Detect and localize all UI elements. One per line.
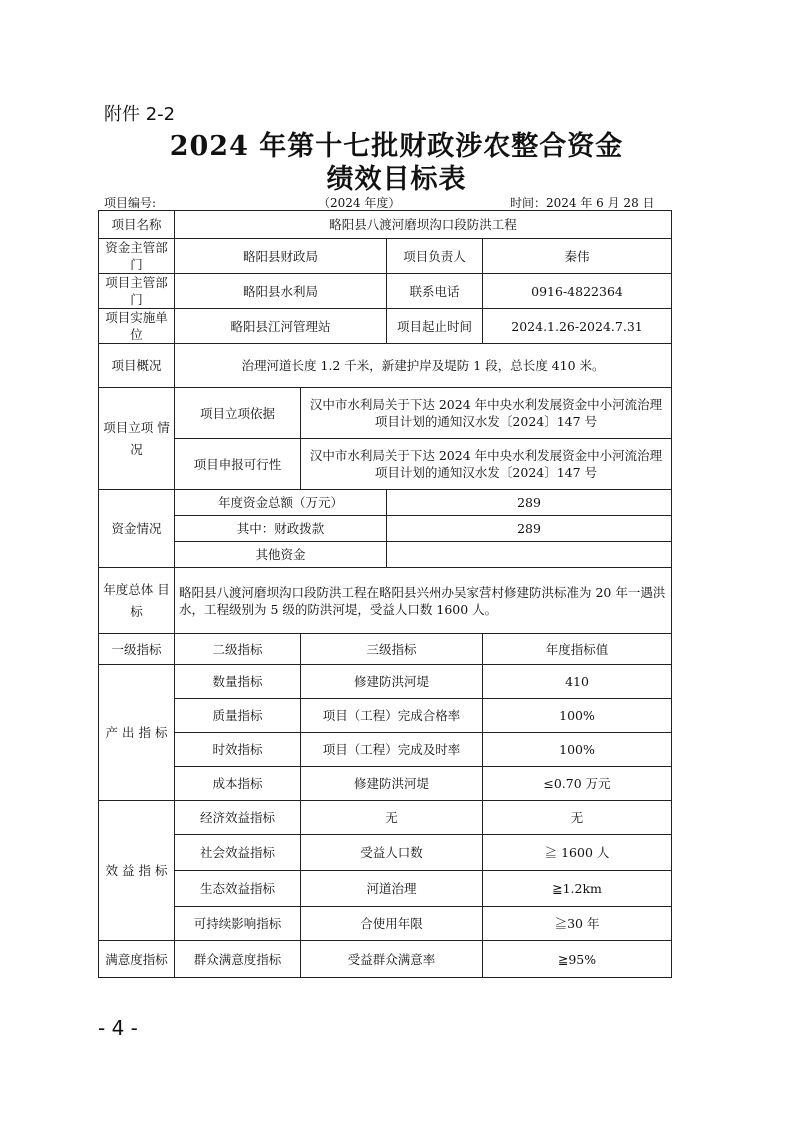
overview-label: 项目概况 (99, 344, 175, 388)
performance-target-table (98, 210, 672, 978)
output-value: 410 (483, 665, 672, 699)
annual-goal-value: 略阳县八渡河磨坝沟口段防洪工程在略阳县兴州办吴家营村修建防洪标准为 20 年一遇洪水，工程级别为 5 级的防洪河堤，受益人口数 1600 人。 (175, 568, 672, 634)
project-leader-value: 秦伟 (483, 239, 672, 274)
feasibility-label: 项目申报可行性 (175, 439, 301, 490)
annual-goal-label: 年度总体 目 标 (99, 568, 175, 634)
funds-total-label: 年度资金总额（万元） (175, 490, 387, 516)
page-number: - 4 - (98, 1016, 138, 1040)
proj-dept-label: 项目主管部门 (99, 274, 175, 309)
output-level3: 项目（工程）完成合格率 (301, 699, 483, 733)
satisfaction-level2: 群众满意度指标 (175, 941, 301, 978)
period-value: 2024.1.26-2024.7.31 (483, 309, 672, 344)
satisfaction-value: ≧95% (483, 941, 672, 978)
benefit-level3: 河道治理 (301, 871, 483, 907)
output-level3: 修建防洪河堤 (301, 665, 483, 699)
output-level2: 质量指标 (175, 699, 301, 733)
benefit-level2: 生态效益指标 (175, 871, 301, 907)
output-indicator-label: 产 出 指 标 (99, 665, 175, 801)
phone-label: 联系电话 (387, 274, 483, 309)
satisfaction-label: 满意度指标 (99, 941, 175, 978)
benefit-indicator-label: 效 益 指 标 (99, 801, 175, 941)
date-label: 时间：2024 年 6 月 28 日 (510, 196, 655, 210)
funds-other-label: 其他资金 (175, 542, 387, 568)
benefit-value: ≧1.2km (483, 871, 672, 907)
project-name-value: 略阳县八渡河磨坝沟口段防洪工程 (175, 211, 672, 239)
benefit-level3: 受益人口数 (301, 835, 483, 871)
satisfaction-level3: 受益群众满意率 (301, 941, 483, 978)
phone-value: 0916-4822364 (483, 274, 672, 309)
output-level2: 数量指标 (175, 665, 301, 699)
output-level2: 时效指标 (175, 733, 301, 767)
year-label: （2024 年度） (318, 196, 401, 210)
benefit-level2: 经济效益指标 (175, 801, 301, 835)
funds-fiscal-label: 其中：财政拨款 (175, 516, 387, 542)
header-level2: 二级指标 (175, 634, 301, 665)
attachment-label: 附件 2-2 (104, 104, 176, 125)
benefit-value: ≧ 1600 人 (483, 835, 672, 871)
benefit-value: 无 (483, 801, 672, 835)
output-value: 100% (483, 699, 672, 733)
overview-value: 治理河道长度 1.2 千米，新建护岸及堤防 1 段，总长度 410 米。 (175, 344, 672, 388)
benefit-level3: 无 (301, 801, 483, 835)
page-subtitle: 绩效目标表 (326, 164, 467, 195)
header-level1: 一级指标 (99, 634, 175, 665)
header-value: 年度指标值 (483, 634, 672, 665)
basis-label: 项目立项依据 (175, 388, 301, 439)
funds-fiscal-value: 289 (387, 516, 672, 542)
fund-dept-label: 资金主管部门 (99, 239, 175, 274)
funds-label: 资金情况 (99, 490, 175, 568)
page-title: 2024 年第十七批财政涉农整合资金 (169, 131, 624, 162)
project-name-label: 项目名称 (99, 211, 175, 239)
impl-unit-value: 略阳县江河管理站 (175, 309, 387, 344)
fund-dept-value: 略阳县财政局 (175, 239, 387, 274)
funds-other-value (387, 542, 672, 568)
header-level3: 三级指标 (301, 634, 483, 665)
feasibility-value: 汉中市水利局关于下达 2024 年中央水利发展资金中小河流治理项目计划的通知汉水发〔2024〕147 号 (301, 439, 672, 490)
output-level3: 项目（工程）完成及时率 (301, 733, 483, 767)
benefit-level2: 可持续影响指标 (175, 907, 301, 941)
benefit-level3: 合使用年限 (301, 907, 483, 941)
impl-unit-label: 项目实施单位 (99, 309, 175, 344)
establish-label: 项目立项 情 况 (99, 388, 175, 490)
proj-dept-value: 略阳县水利局 (175, 274, 387, 309)
basis-value: 汉中市水利局关于下达 2024 年中央水利发展资金中小河流治理项目计划的通知汉水发〔2024〕147 号 (301, 388, 672, 439)
benefit-value: ≧30 年 (483, 907, 672, 941)
output-value: 100% (483, 733, 672, 767)
funds-total-value: 289 (387, 490, 672, 516)
project-no-label: 项目编号: (104, 196, 157, 210)
output-level2: 成本指标 (175, 767, 301, 801)
project-leader-label: 项目负责人 (387, 239, 483, 274)
period-label: 项目起止时间 (387, 309, 483, 344)
benefit-level2: 社会效益指标 (175, 835, 301, 871)
output-level3: 修建防洪河堤 (301, 767, 483, 801)
output-value: ≤0.70 万元 (483, 767, 672, 801)
